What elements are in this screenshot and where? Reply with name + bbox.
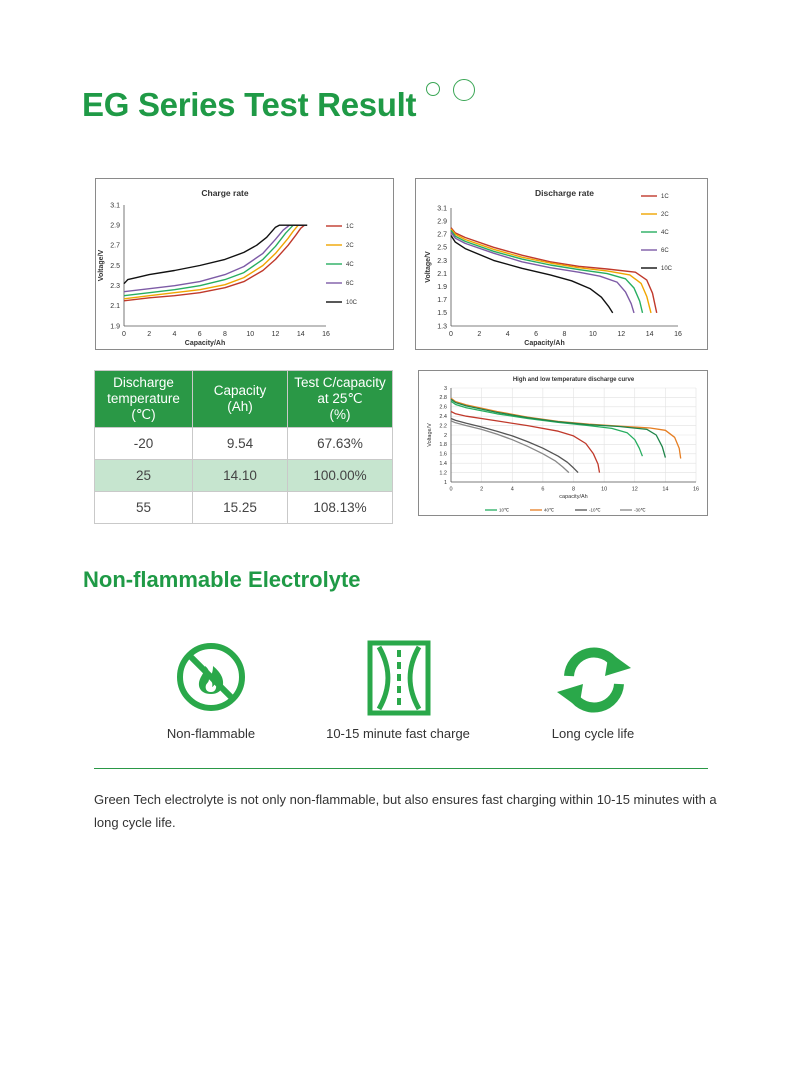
- non-flammable-icon: [176, 642, 246, 712]
- y-tick-label: 1.4: [439, 461, 447, 468]
- divider: [94, 768, 708, 769]
- decorative-circle-small: [426, 82, 440, 96]
- x-tick-label: 16: [674, 331, 682, 338]
- y-tick-label: 2.7: [110, 242, 120, 250]
- decorative-circle-large: [453, 79, 475, 101]
- y-tick-label: 2.7: [437, 231, 447, 239]
- x-tick-label: 8: [562, 331, 567, 338]
- legend-label: 6C: [661, 248, 669, 254]
- x-tick-label: 4: [510, 486, 514, 493]
- y-tick-label: 1.5: [437, 310, 447, 318]
- x-tick-label: 2: [147, 331, 152, 338]
- cell-ratio: 67.63%: [288, 428, 393, 460]
- y-tick-label: 3.1: [110, 202, 120, 210]
- header-capacity: Capacity (Ah): [193, 371, 288, 428]
- legend-label: -10℃: [589, 507, 601, 513]
- x-axis-label: Capacity/Ah: [524, 340, 565, 347]
- legend-label: 2C: [346, 243, 354, 249]
- feature-label-non-flammable: Non-flammable: [166, 726, 256, 741]
- x-tick-label: 0: [122, 331, 126, 338]
- feature-label-fast-charge: 10-15 minute fast charge: [326, 726, 470, 741]
- y-tick-label: 2.9: [437, 218, 447, 226]
- cell-ratio: 100.00%: [288, 460, 393, 492]
- temperature-discharge-svg: [419, 371, 707, 515]
- cell-temperature: -20: [95, 428, 193, 460]
- x-tick-label: 2: [477, 331, 482, 338]
- discharge-rate-svg: [416, 179, 707, 349]
- y-tick-label: 2.1: [110, 303, 120, 311]
- y-tick-label: 1.6: [439, 451, 447, 458]
- y-tick-label: 2.1: [437, 270, 447, 278]
- x-tick-label: 8: [571, 486, 576, 493]
- y-tick-label: 1.2: [439, 470, 447, 477]
- y-tick-label: 2.3: [110, 283, 120, 290]
- x-tick-label: 6: [534, 331, 539, 338]
- series-line: [451, 421, 569, 473]
- table-row: [95, 492, 393, 524]
- legend-label: 4C: [346, 262, 354, 268]
- legend-label: 10℃: [499, 507, 510, 513]
- chart-title: Charge rate: [201, 188, 249, 198]
- discharge-rate-chart: [415, 178, 708, 350]
- charge-rate-chart: [95, 178, 394, 350]
- x-axis-label: capacity/Ah: [559, 494, 588, 500]
- legend-label: 40℃: [544, 507, 555, 513]
- header-discharge-temperature: Discharge temperature (℃): [95, 371, 193, 428]
- x-tick-label: 0: [449, 331, 453, 338]
- x-tick-label: 12: [617, 331, 626, 338]
- cell-ratio: 108.13%: [288, 492, 393, 524]
- legend-label: 10C: [346, 300, 358, 306]
- test-results-table: [94, 370, 393, 524]
- header-test-capacity-ratio: Test C/capacity at 25℃ (%): [288, 371, 393, 428]
- table-header-row: [95, 371, 393, 428]
- legend-label: 4C: [661, 230, 669, 236]
- x-tick-label: 2: [480, 486, 484, 493]
- cell-capacity: 15.25: [193, 492, 288, 524]
- series-line: [451, 228, 657, 313]
- x-tick-label: 14: [645, 331, 654, 338]
- x-tick-label: 4: [505, 331, 510, 338]
- series-line: [124, 225, 307, 296]
- x-tick-label: 10: [601, 486, 608, 493]
- legend-label: 1C: [661, 194, 669, 200]
- y-tick-label: 1.9: [110, 323, 120, 331]
- y-axis-label: Voltage/V: [98, 249, 105, 282]
- x-tick-label: 14: [296, 331, 305, 338]
- x-tick-label: 12: [271, 331, 280, 338]
- cycle-icon: [553, 642, 635, 718]
- charge-rate-svg: [96, 179, 393, 349]
- y-tick-label: 2.5: [110, 262, 120, 270]
- y-tick-label: 2: [443, 432, 447, 439]
- y-tick-label: 3: [443, 385, 447, 392]
- y-axis-label: Voltage/V: [425, 251, 432, 283]
- y-tick-label: 2.8: [439, 395, 447, 402]
- x-tick-label: 6: [541, 486, 545, 493]
- legend-label: 1C: [346, 224, 354, 230]
- feature-label-long-cycle: Long cycle life: [551, 726, 635, 741]
- table-row: [95, 428, 393, 460]
- x-tick-label: 0: [449, 486, 453, 493]
- table-row-highlighted: [95, 460, 393, 492]
- y-tick-label: 3.1: [437, 205, 447, 213]
- y-tick-label: 2.3: [437, 257, 447, 265]
- y-tick-label: 2.9: [110, 222, 120, 230]
- y-tick-label: 1.9: [437, 284, 447, 291]
- y-tick-label: 2.5: [437, 244, 447, 252]
- cell-temperature: 55: [95, 492, 193, 524]
- y-axis-label: Voltage/V: [427, 423, 433, 447]
- x-tick-label: 10: [588, 331, 597, 338]
- legend-label: 2C: [661, 212, 669, 218]
- y-tick-label: 1.7: [437, 297, 447, 305]
- x-axis-label: Capacity/Ah: [184, 340, 226, 347]
- legend-label: 6C: [346, 281, 354, 287]
- x-tick-label: 4: [172, 331, 177, 338]
- x-tick-label: 10: [246, 331, 255, 338]
- y-tick-label: 2.4: [439, 414, 447, 421]
- fast-charge-icon: [367, 640, 431, 716]
- y-tick-label: 2.6: [439, 404, 447, 411]
- x-tick-label: 6: [197, 331, 202, 338]
- cell-capacity: 14.10: [193, 460, 288, 492]
- temperature-discharge-chart: [418, 370, 708, 516]
- x-tick-label: 16: [322, 331, 330, 338]
- legend-label: -30℃: [634, 507, 646, 513]
- x-tick-label: 12: [631, 486, 638, 493]
- y-tick-label: 1: [443, 479, 447, 486]
- cell-temperature: 25: [95, 460, 193, 492]
- chart-title: High and low temperature discharge curve: [512, 377, 635, 383]
- x-tick-label: 16: [692, 486, 700, 493]
- section-heading: Non-flammable Electrolyte: [83, 567, 361, 592]
- x-tick-label: 8: [223, 331, 227, 338]
- x-tick-label: 14: [662, 486, 669, 493]
- page-title: EG Series Test Result: [82, 86, 417, 123]
- y-tick-label: 2.2: [439, 423, 447, 430]
- chart-title: Discharge rate: [534, 188, 595, 198]
- y-tick-label: 1.3: [437, 323, 447, 331]
- legend-label: 10C: [661, 266, 673, 272]
- y-tick-label: 1.8: [439, 442, 447, 449]
- cell-capacity: 9.54: [193, 428, 288, 460]
- series-line: [124, 225, 307, 301]
- description-text: Green Tech electrolyte is not only non-flammable, but also ensures fast charging within 10-15 minutes with a long cycle life.: [94, 792, 717, 830]
